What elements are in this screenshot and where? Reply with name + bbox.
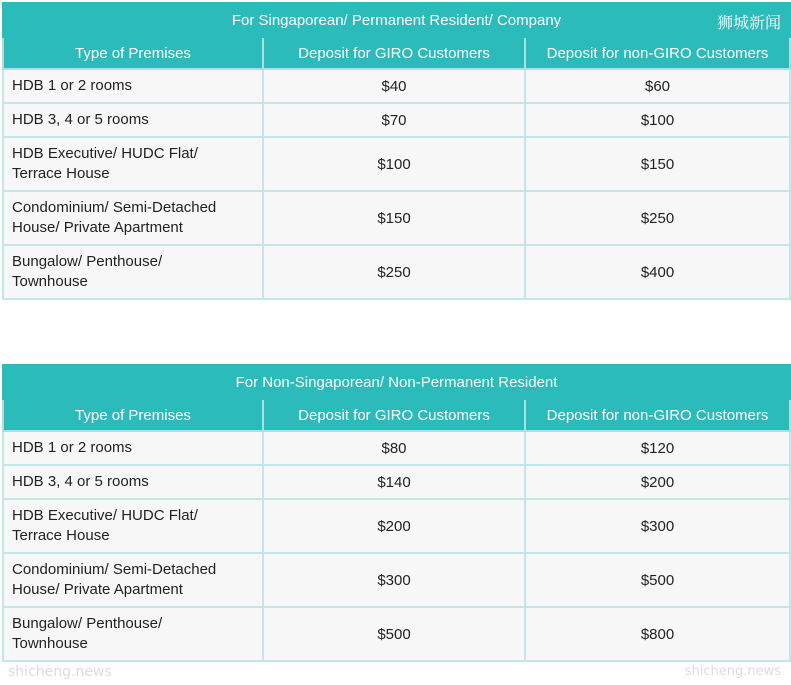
giro-deposit-cell: $500 (263, 607, 525, 661)
watermark-chinese: 狮城新闻 (716, 13, 781, 32)
premises-cell (3, 607, 263, 661)
giro-deposit-cell: $300 (263, 553, 525, 607)
table-row (3, 137, 790, 191)
header-giro-deposit: Deposit for GIRO Customers (263, 37, 525, 69)
non-giro-deposit-cell: $120 (525, 431, 790, 465)
giro-deposit-cell: $200 (263, 499, 525, 553)
table-title-row (3, 3, 790, 37)
non-giro-deposit-cell: $200 (525, 465, 790, 499)
premises-line: HDB 1 or 2 rooms (12, 439, 133, 456)
giro-deposit-cell: $100 (263, 137, 525, 191)
non-giro-deposit-cell: $100 (525, 103, 790, 137)
premises-cell (3, 431, 263, 465)
table-row (3, 553, 790, 607)
deposit-table-non-resident (2, 364, 791, 662)
table-row (3, 431, 790, 465)
giro-deposit-cell: $250 (263, 245, 525, 299)
giro-deposit-cell: $150 (263, 191, 525, 245)
non-giro-deposit-cell: $250 (525, 191, 790, 245)
premises-cell (3, 499, 263, 553)
premises-line: Condominium/ Semi-Detached (12, 561, 217, 578)
premises-line: HDB 3, 4 or 5 rooms (12, 111, 149, 128)
premises-line: Bungalow/ Penthouse/ (12, 615, 163, 632)
header-type-of-premises: Type of Premises (3, 399, 263, 431)
watermark-right: shicheng.news (684, 664, 781, 679)
giro-deposit-cell: $40 (263, 69, 525, 103)
premises-line: Condominium/ Semi-Detached (12, 199, 217, 216)
deposit-table-resident (2, 2, 791, 300)
header-non-giro-deposit: Deposit for non-GIRO Customers (525, 37, 790, 69)
premises-line: HDB 1 or 2 rooms (12, 77, 133, 94)
table-header-row (3, 37, 790, 69)
premises-line: HDB Executive/ HUDC Flat/ (12, 507, 198, 524)
table-title-row (3, 365, 790, 399)
header-non-giro-deposit: Deposit for non-GIRO Customers (525, 399, 790, 431)
table-row (3, 191, 790, 245)
premises-cell (3, 137, 263, 191)
giro-deposit-cell: $70 (263, 103, 525, 137)
premises-line: House/ Private Apartment (12, 581, 183, 598)
non-giro-deposit-cell: $800 (525, 607, 790, 661)
header-giro-deposit: Deposit for GIRO Customers (263, 399, 525, 431)
non-giro-deposit-cell: $500 (525, 553, 790, 607)
giro-deposit-cell: $140 (263, 465, 525, 499)
premises-cell (3, 69, 263, 103)
table-row (3, 69, 790, 103)
non-giro-deposit-cell: $400 (525, 245, 790, 299)
premises-cell (3, 103, 263, 137)
premises-cell (3, 553, 263, 607)
premises-line: Bungalow/ Penthouse/ (12, 253, 163, 270)
premises-line: Terrace House (12, 527, 110, 544)
table-header-row (3, 399, 790, 431)
non-giro-deposit-cell: $300 (525, 499, 790, 553)
premises-line: House/ Private Apartment (12, 219, 183, 236)
premises-cell (3, 245, 263, 299)
non-giro-deposit-cell: $150 (525, 137, 790, 191)
table-row (3, 103, 790, 137)
giro-deposit-cell: $80 (263, 431, 525, 465)
table-row (3, 607, 790, 661)
premises-cell (3, 465, 263, 499)
table-title: For Non-Singaporean/ Non-Permanent Resident (3, 365, 790, 399)
premises-line: Townhouse (12, 635, 88, 652)
header-type-of-premises: Type of Premises (3, 37, 263, 69)
premises-line: Terrace House (12, 165, 110, 182)
table-row (3, 499, 790, 553)
premises-line: HDB 3, 4 or 5 rooms (12, 473, 149, 490)
non-giro-deposit-cell: $60 (525, 69, 790, 103)
table-title (3, 3, 790, 37)
premises-line: Townhouse (12, 273, 88, 290)
table-row (3, 245, 790, 299)
premises-cell (3, 191, 263, 245)
watermark-left: shicheng.news (8, 664, 112, 680)
premises-line: HDB Executive/ HUDC Flat/ (12, 145, 198, 162)
table-row (3, 465, 790, 499)
table-title-text: For Singaporean/ Permanent Resident/ Company (231, 11, 562, 29)
